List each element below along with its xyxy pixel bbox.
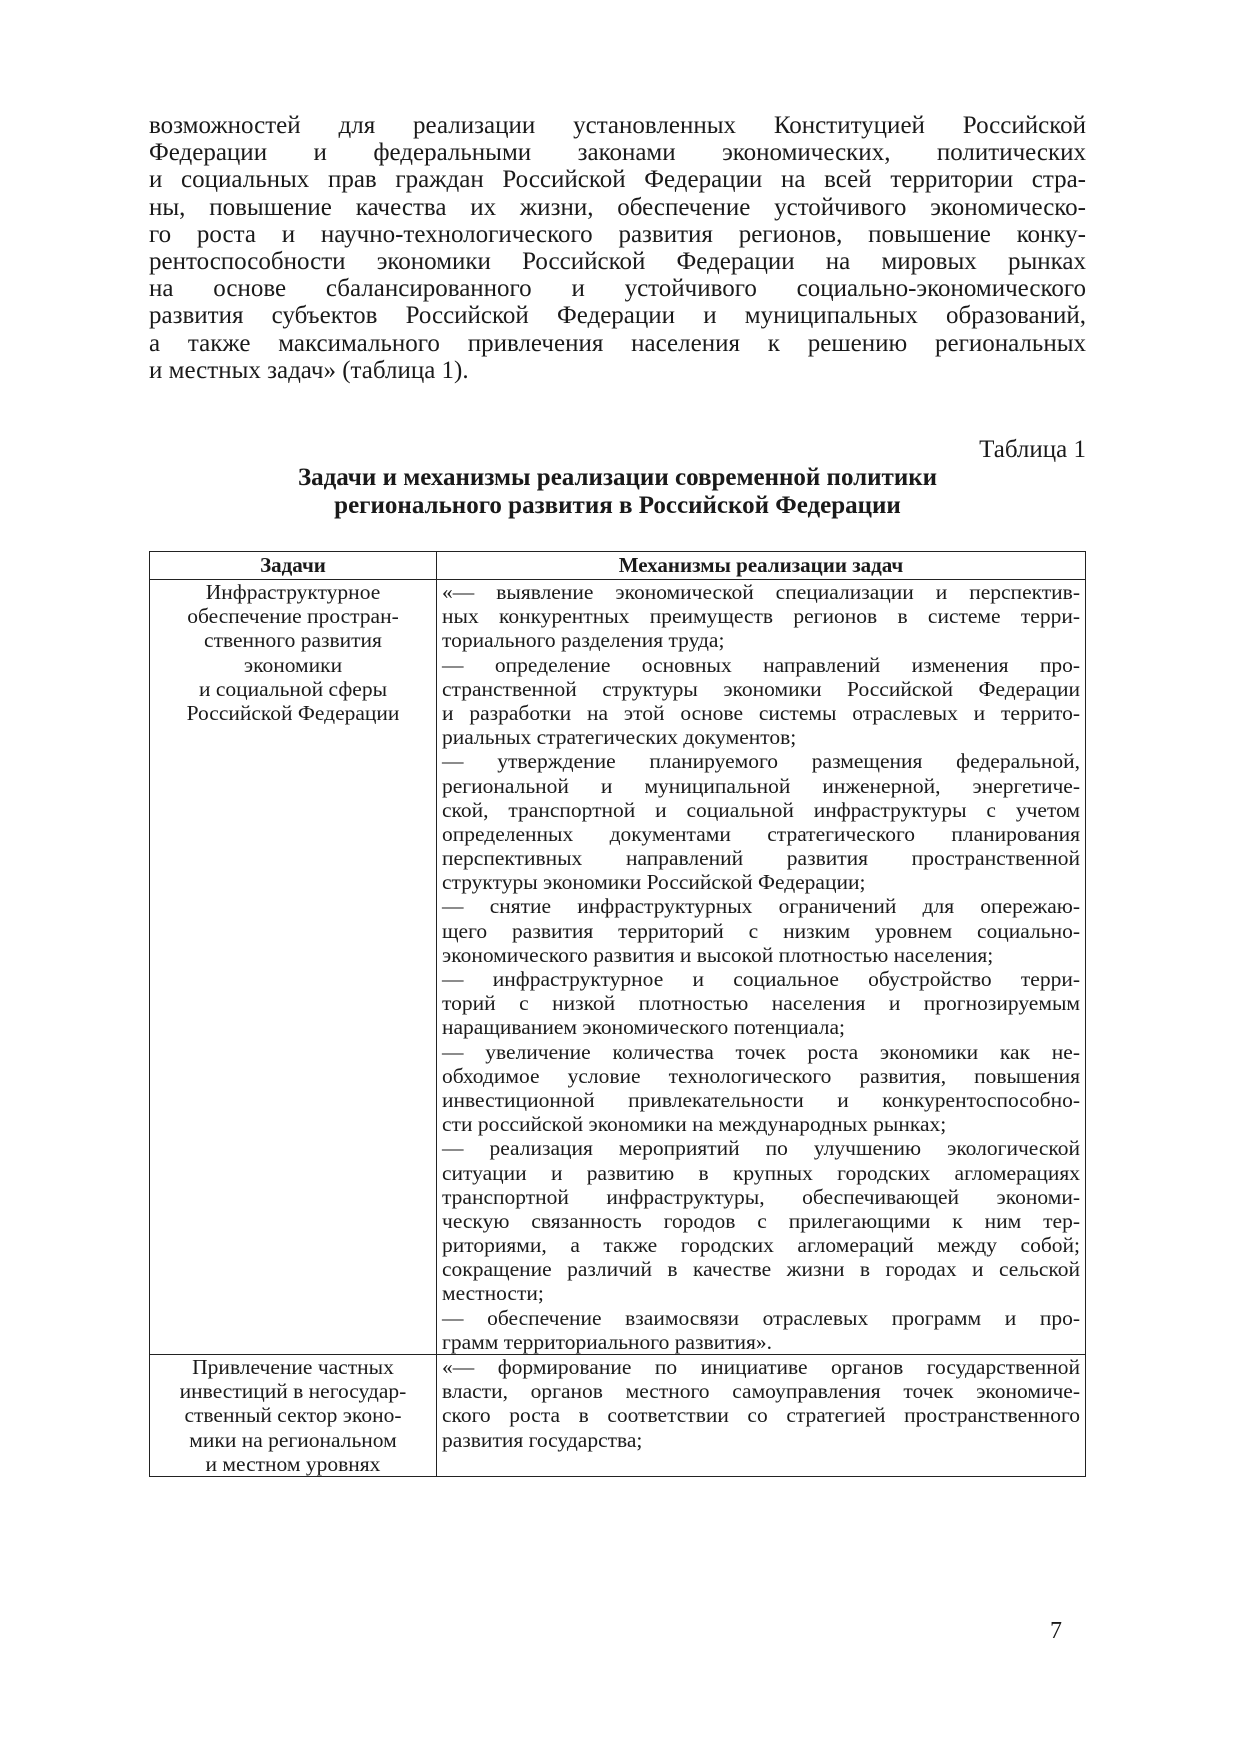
mechanism-line: обходимое условие технологического развития, повышения bbox=[442, 1063, 1080, 1088]
page-number: 7 bbox=[1050, 1618, 1062, 1644]
mechanism-line: «— формирование по инициативе органов государственной bbox=[442, 1355, 1080, 1379]
mechanism-line: ситуации и развитию в крупных городских агломерациях bbox=[442, 1160, 1080, 1185]
mechanism-line: ского роста в соответствии со стратегией пространственного bbox=[442, 1403, 1080, 1428]
mechanism-line: риальных стратегических документов; bbox=[442, 725, 797, 750]
mechanism-line: ных конкурентных преимуществ регионов в системе терри- bbox=[442, 604, 1080, 629]
mechanism-line: грамм территориального развития». bbox=[442, 1329, 773, 1354]
mechanism-line: сокращение различий в качестве жизни в городах и сельской bbox=[442, 1257, 1080, 1282]
intro-line: а также максимального привлечения населения к решению региональных bbox=[149, 329, 1086, 357]
intro-line: и социальных прав граждан Российской Федерации на всей территории стра- bbox=[149, 166, 1086, 194]
mechanism-line: — обеспечение взаимосвязи отраслевых программ и про- bbox=[442, 1305, 1080, 1330]
task-line: ственного развития bbox=[204, 628, 382, 653]
mechanism-cell bbox=[437, 580, 1086, 1355]
task-cell bbox=[150, 1355, 437, 1477]
task-line: Инфраструктурное bbox=[205, 580, 381, 604]
intro-line: развития субъектов Российской Федерации и муниципальных образований, bbox=[149, 302, 1086, 330]
mechanism-line: сти российской экономики на международных рынках; bbox=[442, 1112, 947, 1137]
mechanism-line: инвестиционной привлекательности и конкурентоспособно- bbox=[442, 1087, 1080, 1112]
mechanism-line: ческую связанность городов с прилегающими к ним тер- bbox=[442, 1208, 1080, 1233]
intro-paragraph bbox=[149, 112, 1086, 384]
mechanism-line: местности; bbox=[442, 1281, 544, 1306]
tasks-mechanisms-table bbox=[149, 551, 1086, 1477]
mechanism-line: — определение основных направлений изменения про- bbox=[442, 652, 1080, 677]
table-number: Таблица 1 bbox=[979, 436, 1086, 463]
mechanism-line: перспективных направлений развития пространственной bbox=[442, 846, 1080, 871]
mechanism-line: — снятие инфраструктурных ограничений для опережаю- bbox=[442, 894, 1080, 919]
mechanism-line: риториями, а также городских агломераций между собой; bbox=[442, 1233, 1080, 1258]
mechanism-line: и разработки на этой основе системы отраслевых и террито- bbox=[442, 700, 1080, 725]
mechanism-line: щего развития территорий с низким уровнем социально- bbox=[442, 918, 1080, 943]
table-title-line: Задачи и механизмы реализации современной политики bbox=[297, 464, 938, 491]
mechanism-line: — инфраструктурное и социальное обустройство терри- bbox=[442, 967, 1080, 991]
table-title-line: регионального развития в Российской Федерации bbox=[334, 492, 901, 519]
mechanism-line: региональной и муниципальной инженерной, энергетиче- bbox=[442, 773, 1080, 798]
intro-line: го роста и научно-технологического развития регионов, повышение конку- bbox=[149, 220, 1086, 248]
mechanism-line: власти, органов местного самоуправления точек экономиче- bbox=[442, 1379, 1080, 1404]
task-line: ственный сектор эконо- bbox=[184, 1403, 402, 1428]
mechanism-line: странственной структуры экономики Российской Федерации bbox=[442, 676, 1080, 701]
task-line: и местном уровнях bbox=[205, 1451, 381, 1476]
task-line: мики на региональном bbox=[189, 1427, 397, 1452]
intro-line: и местных задач» (таблица 1). bbox=[149, 356, 469, 384]
table-title bbox=[149, 464, 1086, 520]
intro-line: на основе сбалансированного и устойчивого социально-экономического bbox=[149, 275, 1086, 303]
mechanism-line: — утверждение планируемого размещения федеральной, bbox=[442, 749, 1080, 774]
table-row bbox=[150, 580, 1086, 1355]
mechanism-cell bbox=[437, 1355, 1086, 1477]
mechanism-line: ской, транспортной и социальной инфраструктуры с учетом bbox=[442, 797, 1080, 822]
mechanism-line: наращиванием экономического потенциала; bbox=[442, 1015, 845, 1040]
mechanism-line: экономического развития и высокой плотностью населения; bbox=[442, 942, 994, 967]
intro-line: Федерации и федеральными законами экономических, политических bbox=[149, 139, 1086, 167]
mechanism-line: торий с низкой плотностью населения и прогнозируемым bbox=[442, 991, 1080, 1016]
mechanism-line: транспортной инфраструктуры, обеспечивающей экономи- bbox=[442, 1184, 1080, 1209]
task-cell bbox=[150, 580, 437, 1355]
mechanism-line: ториального разделения труда; bbox=[442, 628, 725, 653]
mechanism-line: — реализация мероприятий по улучшению экологической bbox=[442, 1136, 1080, 1161]
mechanism-line: структуры экономики Российской Федерации; bbox=[442, 870, 866, 895]
mechanism-line: — увеличение количества точек роста экономики как не- bbox=[442, 1039, 1080, 1064]
table-row bbox=[150, 1355, 1086, 1477]
task-line: и социальной сферы bbox=[198, 676, 388, 701]
intro-line: рентоспособности экономики Российской Федерации на мировых рынках bbox=[149, 247, 1086, 275]
header-tasks: Задачи bbox=[150, 552, 437, 580]
task-line: Российской Федерации bbox=[186, 700, 400, 725]
task-line: инвестиций в негосудар- bbox=[179, 1379, 407, 1404]
mechanism-line: «— выявление экономической специализации и перспектив- bbox=[442, 580, 1080, 604]
mechanism-line: определенных документами стратегического планирования bbox=[442, 821, 1080, 846]
task-line: экономики bbox=[243, 652, 343, 677]
task-line: обеспечение простран- bbox=[187, 604, 399, 629]
mechanism-line: развития государства; bbox=[442, 1427, 643, 1452]
intro-line: возможностей для реализации установленных Конституцией Российской bbox=[149, 112, 1086, 139]
header-mechanisms: Механизмы реализации задач bbox=[437, 552, 1086, 580]
task-line: Привлечение частных bbox=[192, 1355, 394, 1379]
table-header-row bbox=[150, 552, 1086, 580]
intro-line: ны, повышение качества их жизни, обеспечение устойчивого экономическо- bbox=[149, 193, 1086, 221]
